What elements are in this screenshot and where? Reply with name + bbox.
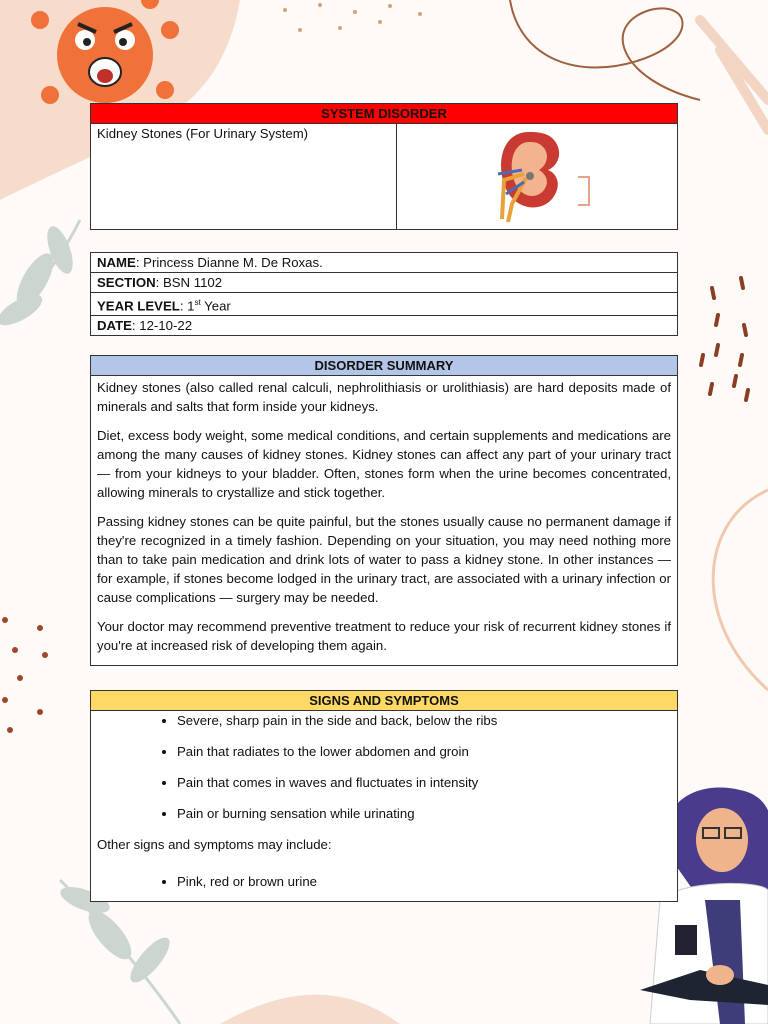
system-disorder-section [90, 103, 678, 230]
summary-paragraph: Diet, excess body weight, some medical conditions, and certain supplements and medications are among the many causes of kidney stones. Kidney stones can affect any part of your urinary tract — from your kidneys to your bladder. Often, stones form when the urine becomes concentrated, allowing minerals to crystallize and stick together. [97, 428, 671, 500]
signs-symptoms-section [90, 690, 678, 902]
year-level-row: YEAR LEVEL: 1st Year [91, 293, 678, 316]
list-item: • Pain that radiates to the lower abdomen and groin [177, 742, 671, 761]
leaf-icon [0, 220, 80, 331]
disorder-name: Kidney Stones (For Urinary System) [91, 124, 397, 230]
list-item: • Pain or burning sensation while urinating [177, 804, 671, 823]
date-row: DATE: 12-10-22 [91, 316, 678, 336]
list-item: • Severe, sharp pain in the side and back, below the ribs [177, 711, 671, 730]
name-row: NAME: Princess Dianne M. De Roxas. [91, 253, 678, 273]
summary-title: DISORDER SUMMARY [91, 356, 678, 376]
list-item: • Pain that comes in waves and fluctuates in intensity [177, 773, 671, 792]
signs-title: SIGNS AND SYMPTOMS [91, 691, 678, 711]
summary-paragraph: Your doctor may recommend preventive treatment to reduce your risk of recurrent kidney stones if you're at increased risk of developing them again. [97, 619, 671, 653]
symptom-list [97, 711, 671, 823]
summary-paragraph: Passing kidney stones can be quite painful, but the stones usually cause no permanent damage if they're recognized in a timely fashion. Depending on your situation, you may need nothing more than to take pain medication and drink lots of water to pass a kidney stone. In other instances — for example, if stones become lodged in the urinary tract, are associated with a urinary infection or cause complications — surgery may be needed. [97, 514, 671, 605]
section-row: SECTION: BSN 1102 [91, 273, 678, 293]
summary-paragraph: Kidney stones (also called renal calculi, nephrolithiasis or urolithiasis) are hard deposits made of minerals and salts that form inside your kidneys. [97, 380, 671, 414]
section-title: SYSTEM DISORDER [91, 104, 678, 124]
kidney-icon [484, 124, 574, 224]
student-info-section [90, 252, 678, 336]
other-symptom-list [97, 872, 671, 891]
disorder-summary-section [90, 355, 678, 666]
list-item: • Pink, red or brown urine [177, 872, 671, 891]
kidney-image-cell [397, 124, 678, 230]
other-symptoms-label: Other signs and symptoms may include: [97, 837, 332, 852]
